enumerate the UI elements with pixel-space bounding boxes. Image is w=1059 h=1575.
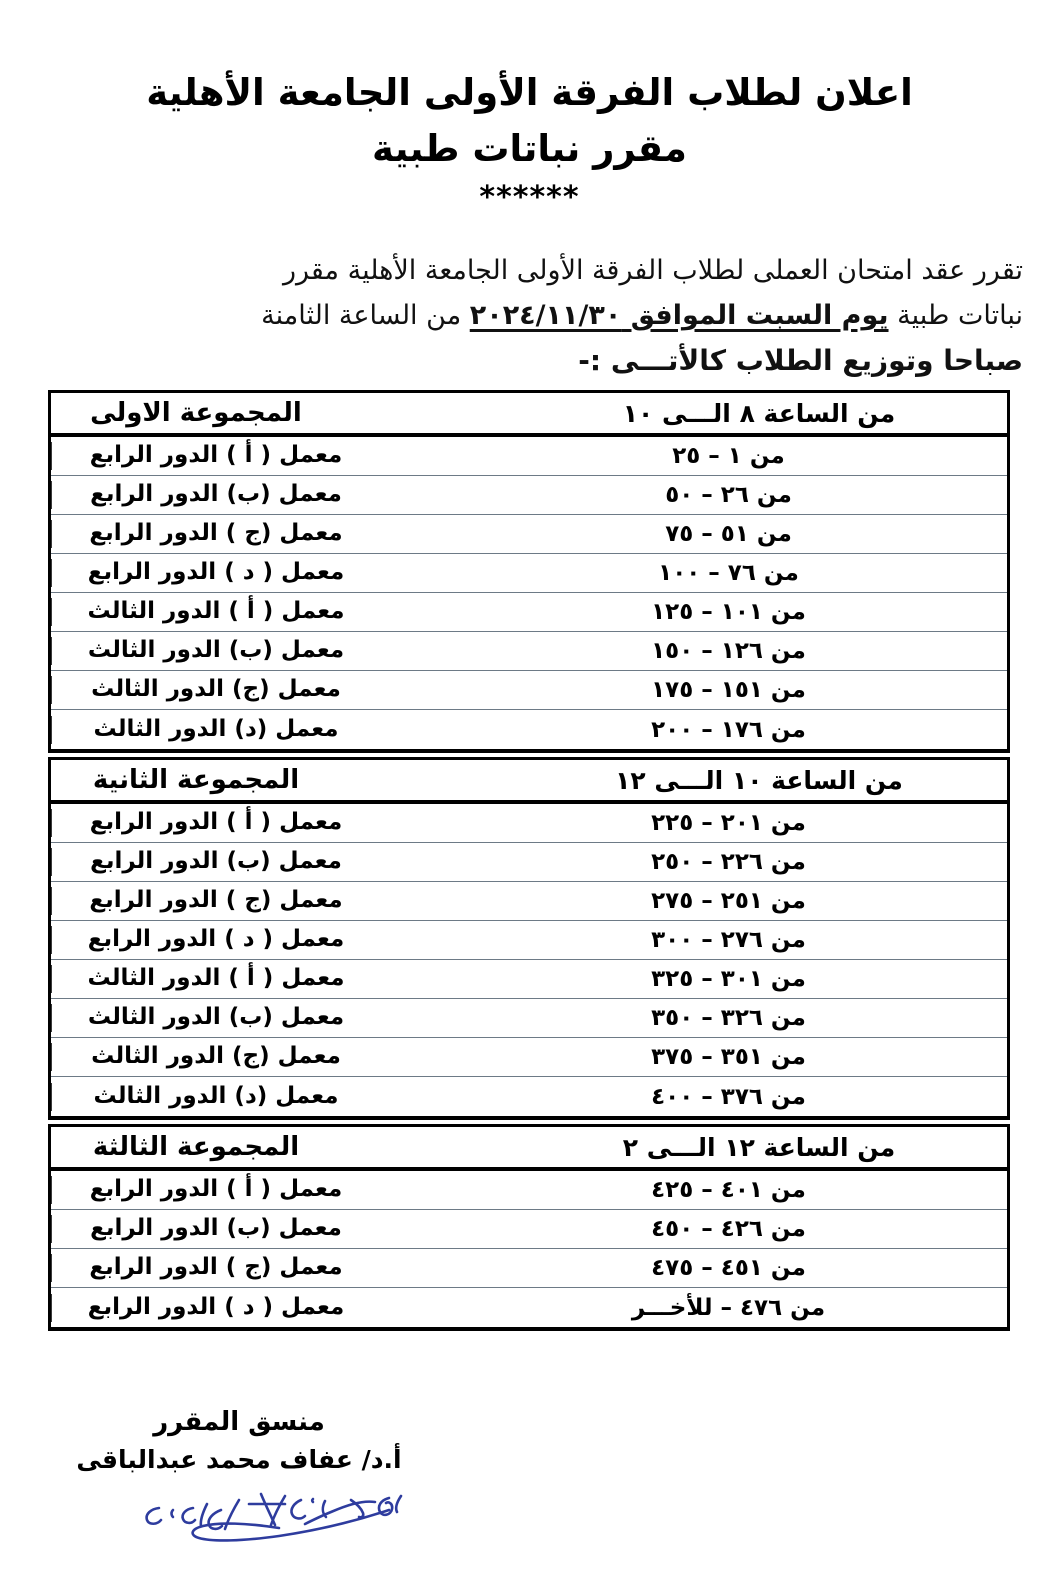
table-row (51, 1171, 1007, 1210)
table-row (51, 671, 1007, 710)
group-header (51, 1127, 1007, 1171)
paragraph-line-2-suffix: من الساعة الثامنة (261, 300, 470, 331)
paragraph-line-2-prefix: نباتات طبية (888, 300, 1023, 331)
student-range: من ٤٠١ – ٤٢٥ (651, 1177, 806, 1203)
student-range: من ٥١ – ٧٥ (665, 521, 792, 547)
lab-location: معمل ( أ ) الدور الثالث (51, 598, 380, 626)
decorative-separator: ****** (479, 180, 580, 215)
table-row (51, 476, 1007, 515)
table-row (51, 1249, 1007, 1288)
student-range: من ١٠١ – ١٢٥ (651, 599, 806, 625)
student-range: من ١٥١ – ١٧٥ (651, 677, 806, 703)
distribution-table (48, 390, 1010, 1331)
lab-location: معمل (ج ) الدور الرابع (51, 1254, 380, 1282)
paragraph-line-3: صباحا وتوزيع الطلاب كالأتـــى :- (578, 344, 1023, 377)
lab-location: معمل ( أ ) الدور الرابع (51, 442, 380, 470)
paragraph-line-1: تقرر عقد امتحان العملى لطلاب الفرقة الأولى الجامعة الأهلية مقرر (282, 255, 1023, 286)
lab-location: معمل (ب) الدور الرابع (51, 481, 380, 509)
table-row (51, 960, 1007, 999)
student-range: من ٣٧٦ – ٤٠٠ (651, 1083, 806, 1110)
lab-location: معمل (ب) الدور الثالث (51, 1004, 380, 1032)
lab-location: معمل ( أ ) الدور الثالث (51, 965, 380, 993)
group-time: من الساعة ١٠ الـــى ١٢ (615, 765, 903, 795)
title-line-1: اعلان لطلاب الفرقة الأولى الجامعة الأهلية (146, 71, 913, 114)
group-name: المجموعة الثانية (92, 765, 300, 795)
table-row (51, 593, 1007, 632)
table-row (51, 921, 1007, 960)
group-name: المجموعة الثالثة (92, 1132, 300, 1162)
lab-location: معمل (ج ) الدور الرابع (51, 887, 380, 915)
student-range: من ١٢٦ – ١٥٠ (651, 638, 806, 664)
handwritten-signature-icon (89, 1488, 419, 1568)
lab-location: معمل (ب) الدور الثالث (51, 637, 380, 665)
exam-date-emphasis: يوم السبت الموافق ٢٠٢٤/١١/٣٠ (469, 300, 889, 331)
table-row (51, 843, 1007, 882)
group-block (48, 1124, 1010, 1331)
group-block (48, 390, 1010, 753)
group-header (51, 393, 1007, 437)
lab-location: معمل (ب) الدور الرابع (51, 1215, 380, 1243)
paragraph-line-2 (38, 293, 1023, 338)
student-range: من ٤٥١ – ٤٧٥ (651, 1255, 806, 1281)
lab-location: معمل (ج ) الدور الرابع (51, 520, 380, 548)
student-range: من ٢٧٦ – ٣٠٠ (651, 927, 806, 953)
table-row (51, 437, 1007, 476)
student-range: من ٢٢٦ – ٢٥٠ (651, 849, 806, 875)
lab-location: معمل ( د ) الدور الرابع (51, 1294, 380, 1322)
coordinator-role: منسق المقرر (153, 1407, 325, 1437)
table-row (51, 882, 1007, 921)
table-row (51, 710, 1007, 749)
table-row (51, 1038, 1007, 1077)
table-row (51, 515, 1007, 554)
student-range: من ٣٥١ – ٣٧٥ (651, 1044, 806, 1070)
student-range: من ١ – ٢٥ (672, 443, 785, 469)
group-rows (51, 1171, 1007, 1327)
group-header (51, 760, 1007, 804)
table-row (51, 632, 1007, 671)
student-range: من ٤٧٦ – للأخـــر (631, 1294, 826, 1321)
announcement-paragraph (38, 248, 1023, 383)
lab-location: معمل ( أ ) الدور الرابع (51, 809, 380, 837)
document-heading (0, 66, 1059, 216)
group-name: المجموعة الاولى (90, 398, 302, 428)
group-time: من الساعة ١٢ الـــى ٢ (622, 1132, 896, 1162)
title-line-2: مقرر نباتات طبية (372, 127, 687, 170)
coordinator-name: أ.د/ عفاف محمد عبدالباقى (76, 1445, 402, 1474)
student-range: من ٣٠١ – ٣٢٥ (651, 966, 806, 992)
group-time: من الساعة ٨ الـــى ١٠ (622, 398, 896, 428)
student-range: من ٢٠١ – ٢٢٥ (651, 810, 806, 836)
lab-location: معمل (ج) الدور الثالث (51, 1043, 380, 1071)
group-rows (51, 804, 1007, 1116)
table-row (51, 1288, 1007, 1327)
table-row (51, 804, 1007, 843)
group-rows (51, 437, 1007, 749)
student-range: من ١٧٦ – ٢٠٠ (651, 716, 806, 743)
lab-location: معمل (ب) الدور الرابع (51, 848, 380, 876)
table-row (51, 1077, 1007, 1116)
table-row (51, 999, 1007, 1038)
student-range: من ٧٦ – ١٠٠ (658, 560, 799, 586)
student-range: من ٣٢٦ – ٣٥٠ (651, 1005, 806, 1031)
lab-location: معمل (ج) الدور الثالث (51, 676, 380, 704)
lab-location: معمل ( أ ) الدور الرابع (51, 1176, 380, 1204)
student-range: من ٤٢٦ – ٤٥٠ (651, 1216, 806, 1242)
lab-location: معمل (د) الدور الثالث (51, 716, 380, 744)
lab-location: معمل ( د ) الدور الرابع (51, 926, 380, 954)
group-block (48, 757, 1010, 1120)
student-range: من ٢٥١ – ٢٧٥ (651, 888, 806, 914)
student-range: من ٢٦ – ٥٠ (665, 482, 792, 508)
table-row (51, 1210, 1007, 1249)
lab-location: معمل ( د ) الدور الرابع (51, 559, 380, 587)
lab-location: معمل (د) الدور الثالث (51, 1083, 380, 1111)
signature-block (39, 1404, 439, 1478)
table-row (51, 554, 1007, 593)
